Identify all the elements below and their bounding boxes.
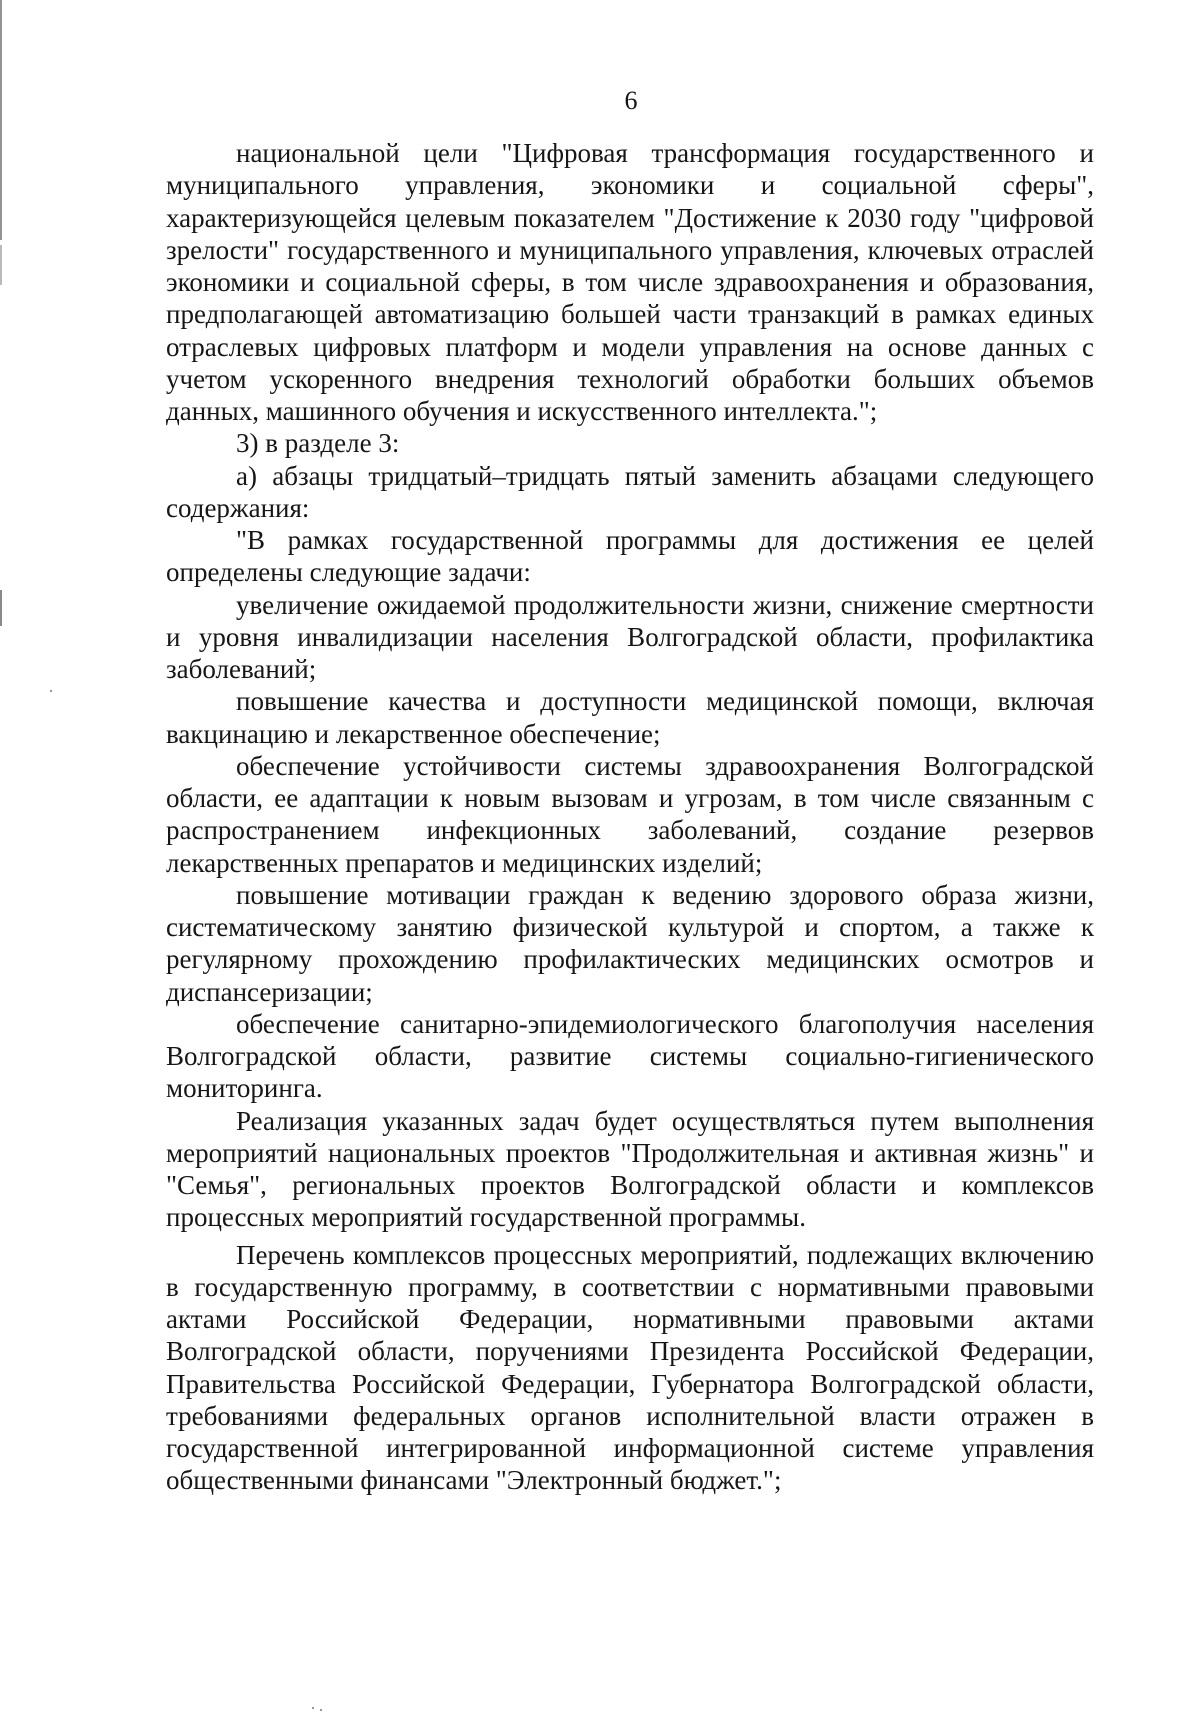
paragraph: национальной цели "Цифровая трансформация государственного и муниципального управления, экономики и социальной сферы", характеризующейся целевым показателем "Достижение к 2030 году "цифровой зрелости" государственного и муниципального управления, ключевых отраслей экономики и социальной сферы, в том числе здравоохранения и образования, предполагающей автоматизацию большей части транзакций в рамках единых отраслевых цифровых платформ и модели управления на основе данных с учетом ускоренного внедрения технологий обработки больших объемов данных, машинного обучения и искусственного интеллекта.";: [166, 138, 1094, 426]
paragraph: увеличение ожидаемой продолжительности жизни, снижение смертности и уровня инвалидизации населения Волгоградской области, профилактика заболеваний;: [166, 589, 1094, 684]
scan-edge-mark: [0, 0, 2, 240]
document-body: [166, 137, 1094, 1497]
scan-speck: [312, 1707, 314, 1709]
paragraph: а) абзацы тридцатый–тридцать пятый заменить абзацами следующего содержания:: [166, 460, 1094, 523]
paragraph: Реализация указанных задач будет осуществляться путем выполнения мероприятий национальных проектов "Продолжительная и активная жизнь" и "Семья", региональных проектов Волгоградской области и комплексов процессных мероприятий государственной программы.: [166, 1105, 1094, 1233]
scan-edge-mark: [0, 590, 2, 626]
paragraph: 3) в разделе 3:: [236, 428, 400, 459]
paragraph: повышение мотивации граждан к ведению здорового образа жизни, систематическому занятию физической культурой и спортом, а также к регулярному прохождению профилактических медицинских осмотров и диспансеризации;: [166, 879, 1094, 1007]
paragraph: повышение качества и доступности медицинской помощи, включая вакцинацию и лекарственное обеспечение;: [166, 686, 1094, 749]
paragraph: Перечень комплексов процессных мероприятий, подлежащих включению в государственную программу, в соответствии с нормативными правовыми актами Российской Федерации, нормативными правовыми актами Волгоградской области, поручениями Президента Российской Федерации, Правительства Российской Федерации, Губернатора Волгоградской области, требованиями федеральных органов исполнительной власти отражен в государственной интегрированной информационной системе управления общественными финансами "Электронный бюджет.";: [166, 1239, 1094, 1496]
scan-speck: [50, 690, 52, 692]
scan-edge-mark: [0, 245, 2, 285]
paragraph: "В рамках государственной программы для достижения ее целей определены следующие задачи:: [166, 525, 1094, 588]
paragraph: обеспечение устойчивости системы здравоохранения Волгоградской области, ее адаптации к новым вызовам и угрозам, в том числе связанным с распространением инфекционных заболеваний, создание резервов лекарственных препаратов и медицинских изделий;: [166, 750, 1094, 878]
page-number: 6: [624, 86, 638, 115]
paragraph: обеспечение санитарно-эпидемиологического благополучия населения Волгоградской области, развитие системы социально-гигиенического мониторинга.: [166, 1008, 1094, 1104]
scan-speck: [320, 1709, 322, 1711]
